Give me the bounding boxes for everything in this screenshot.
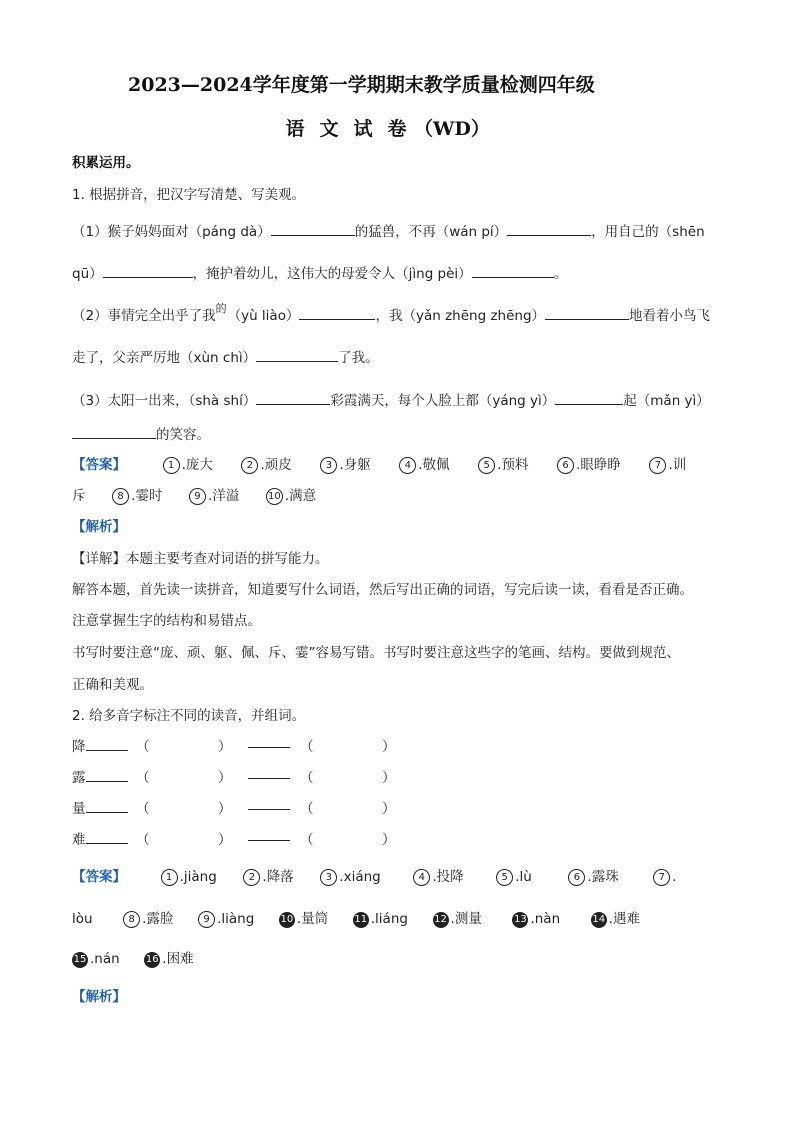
answer-1-row-1: [72, 453, 686, 474]
subtitle-char: 语: [285, 118, 305, 140]
question-2-stem: 2. 给多音字标注不同的读音，并组词。: [72, 708, 306, 724]
answer-item: 9 .liàng: [198, 911, 254, 927]
analysis-tag: 【解析】: [72, 989, 126, 1005]
analysis-line: 正确和美观。: [72, 677, 153, 693]
paren-close: ）: [218, 770, 232, 786]
page-subtitle: [278, 114, 490, 141]
answer-item: 4 .敬佩: [399, 457, 449, 473]
answer-item: 10 .满意: [266, 488, 316, 504]
answer-item: 7 .训: [649, 457, 686, 473]
text-segment: （yù liào）: [227, 308, 300, 324]
answer-1-row-2: [72, 484, 316, 505]
answer-item: 8 .露脸: [123, 911, 173, 927]
polyphone-char: 难: [72, 832, 86, 848]
text-segment: ，掩护着幼儿，这伟大的母爱令人（jìng pèi）: [192, 266, 472, 282]
paren-open: （: [136, 832, 150, 848]
answer-blank[interactable]: [86, 800, 128, 813]
paren-close: ）: [218, 739, 232, 755]
text-segment: 了我。: [338, 350, 379, 366]
answer-blank[interactable]: [271, 223, 355, 236]
answer-blank[interactable]: [248, 766, 290, 779]
section-heading: 积累运用。: [72, 155, 140, 171]
subtitle-char: 文: [319, 118, 339, 140]
text-segment: 走了，父亲严厉地（xùn chì）: [72, 350, 257, 366]
paren-close: ）: [382, 832, 396, 848]
text-segment: ，我（yǎn zhēng zhēng）: [375, 308, 546, 324]
answer-blank[interactable]: [472, 265, 554, 278]
answer-item: 10 .量筒: [280, 911, 329, 927]
paren-close: ）: [218, 832, 232, 848]
detail-tag: 【详解】: [72, 551, 126, 567]
polyphone-char: 露: [72, 770, 86, 786]
question-1-part-2-line-2: [72, 346, 379, 366]
answer-blank[interactable]: [555, 392, 623, 405]
answer-blank[interactable]: [72, 426, 156, 439]
text-segment: 的猛兽，不再（wán pí）: [354, 224, 508, 240]
polyphone-row: [72, 735, 396, 755]
answer-item: 6 .眼睁睁: [557, 457, 621, 473]
answer-blank[interactable]: [248, 735, 290, 748]
question-1-part-1-line-2: [72, 262, 567, 282]
polyphone-char: 量: [72, 801, 86, 817]
answer-item: 12 .测量: [434, 911, 482, 927]
text-segment: ，用自己的（shēn: [591, 224, 705, 240]
analysis-line: 解答本题，首先读一读拼音，知道要写什么词语，然后写出正确的词语，写完后读一读，看看是否正确。: [72, 582, 693, 598]
answer-item: 4 .投降: [413, 869, 463, 885]
answer-tag: 【答案】: [72, 457, 126, 473]
answer-item: 7 .: [653, 869, 676, 885]
answer-2-row-2: [72, 907, 640, 928]
answer-item: 16 .困难: [145, 951, 194, 967]
polyphone-row: [72, 766, 396, 786]
answer-item: 13 .nàn: [514, 911, 561, 927]
answer-item: 5 .lù: [496, 869, 532, 885]
answer-tag: 【答案】: [72, 869, 126, 885]
paren-open: （: [300, 832, 314, 848]
paren-open: （: [136, 739, 150, 755]
answer-item: 15 .nán: [73, 951, 120, 967]
answer-blank[interactable]: [248, 797, 290, 810]
question-1-stem: 1. 根据拼音，把汉字写清楚、写美观。: [72, 187, 306, 203]
text-segment: qū）: [72, 266, 103, 282]
answer-item: 3 .身躯: [320, 457, 370, 473]
polyphone-row: [72, 797, 396, 817]
paren-open: （: [300, 739, 314, 755]
subtitle-char: 试: [353, 118, 373, 140]
answer-blank[interactable]: [299, 307, 375, 320]
answer-blank[interactable]: [507, 223, 591, 236]
answer-blank[interactable]: [86, 769, 128, 782]
analysis-detail: [72, 547, 329, 567]
question-1-part-3-line-2: [72, 423, 210, 443]
answer-item-continuation: lòu: [72, 911, 93, 927]
answer-item: 6 .露珠: [568, 869, 618, 885]
answer-item: 1 .庞大: [163, 457, 213, 473]
text-segment: （1）猴子妈妈面对（páng dà）: [72, 224, 271, 240]
answer-item: 14 .遇难: [592, 911, 641, 927]
paren-open: （: [136, 770, 150, 786]
page-title: 2023—2024学年度第一学期期末教学质量检测四年级: [128, 74, 595, 96]
question-1-part-2-line-1: [72, 304, 710, 324]
analysis-line: 书写时要注意“庞、顽、躯、佩、斥、霎”容易写错。书写时要注意这些字的笔画、结构。要做到规范、: [72, 645, 680, 661]
text-segment: 地看着小鸟飞: [629, 308, 711, 324]
analysis-tag: 【解析】: [72, 519, 126, 535]
question-1-part-1-line-1: [72, 220, 705, 240]
paren-close: ）: [382, 801, 396, 817]
answer-item: 8 .霎时: [112, 488, 162, 504]
answer-2-row-3: [72, 947, 194, 968]
ruby-char: 的: [215, 302, 227, 315]
answer-item-continuation: 斥: [72, 488, 86, 504]
detail-text: 本题主要考查对词语的拼写能力。: [126, 551, 329, 567]
text-segment: （3）太阳一出来，（shà shí）: [72, 393, 257, 409]
answer-item: 9 .洋溢: [189, 488, 239, 504]
answer-item: 11 .liáng: [354, 911, 408, 927]
answer-blank[interactable]: [256, 349, 338, 362]
paren-close: ）: [382, 739, 396, 755]
subtitle-char: 卷: [387, 118, 407, 140]
polyphone-char: 降: [72, 739, 86, 755]
text-segment: （2）事情完全出乎了我: [72, 308, 216, 324]
subtitle-suffix: （WD）: [414, 118, 490, 140]
answer-item: 3 .xiáng: [320, 869, 380, 885]
paren-open: （: [300, 770, 314, 786]
polyphone-row: [72, 828, 396, 848]
answer-2-row-1: [72, 865, 677, 886]
paren-close: ）: [218, 801, 232, 817]
answer-blank[interactable]: [103, 265, 193, 278]
question-1-part-3-line-1: [72, 389, 710, 409]
answer-item: 2 .顽皮: [241, 457, 291, 473]
paren-open: （: [300, 801, 314, 817]
text-segment: 彩霞满天，每个人脸上都（yáng yì）: [330, 393, 556, 409]
answer-blank[interactable]: [86, 831, 128, 844]
analysis-line: 注意掌握生字的结构和易错点。: [72, 613, 261, 629]
paren-open: （: [136, 801, 150, 817]
answer-item: 1 .jiàng: [161, 869, 217, 885]
text-segment: 的笑容。: [156, 427, 210, 443]
answer-item: 5 .预料: [478, 457, 528, 473]
answer-blank[interactable]: [545, 307, 629, 320]
answer-item: 2 .降落: [243, 869, 293, 885]
answer-blank[interactable]: [256, 392, 330, 405]
text-segment: 起（mǎn yì）: [623, 393, 710, 409]
answer-blank[interactable]: [86, 738, 128, 751]
text-segment: 。: [553, 266, 568, 282]
answer-blank[interactable]: [248, 828, 290, 841]
paren-close: ）: [382, 770, 396, 786]
